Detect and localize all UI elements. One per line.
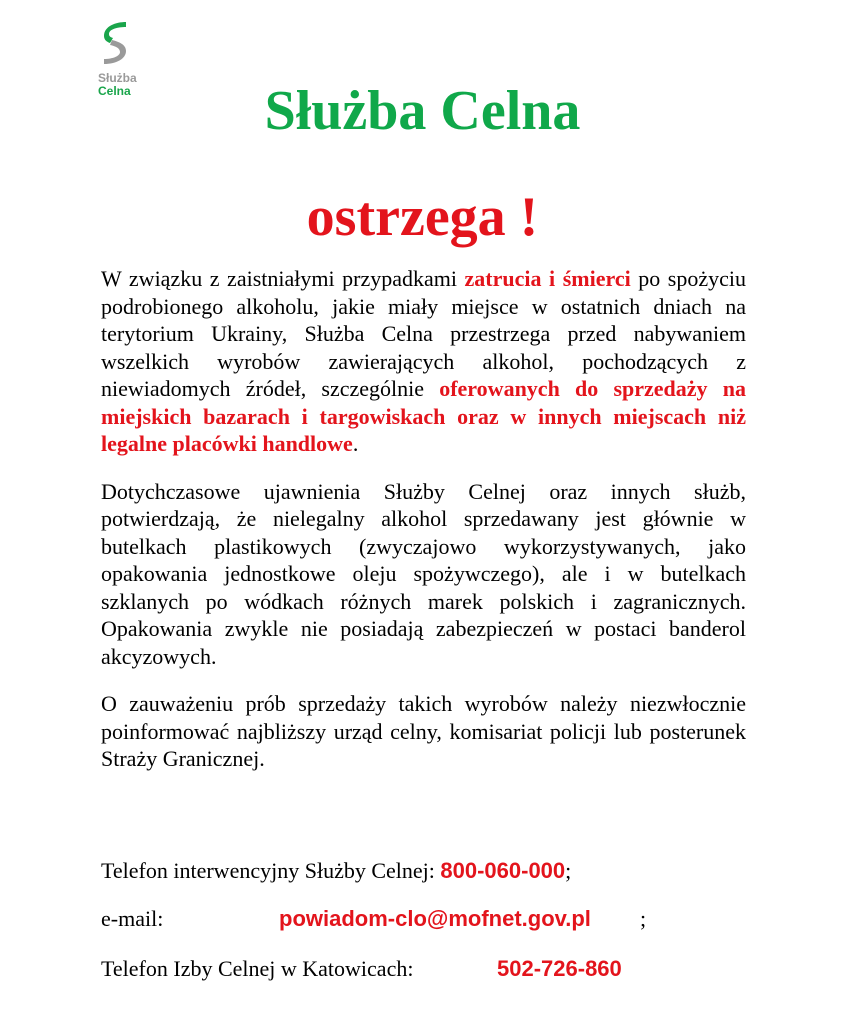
email-separator: ; bbox=[640, 906, 647, 931]
paragraph-report: O zauważeniu prób sprzedaży takich wyrobów należy niezwłocznie poinformować najbliższy urząd celny, komisariat policji lub posterunek Straży Granicznej. bbox=[101, 691, 746, 771]
hotline-number: 800-060-000 bbox=[440, 858, 566, 883]
hotline-separator: ; bbox=[565, 858, 572, 883]
contact-office bbox=[101, 955, 746, 982]
paragraph-warning-text-2: po spożyciu podrobionego alkoholu, jakie miały miejsce w ostatnich dniach na terytorium Ukrainy, Służba Celna przestrzega przed nabywaniem wszelkich wyrobów zawierających alkohol, pochodzących z niewiadomych źródeł, szczególnie bbox=[101, 266, 747, 401]
contact-email bbox=[101, 905, 746, 932]
paragraph-findings: Dotychczasowe ujawnienia Służby Celnej oraz innych służb, potwierdzają, że nielegalny alkohol sprzedawany jest głównie w butelkach plastikowych (zwyczajowo wykorzystywanych, jako opakowania jednostkowe oleju spożywczego), ale i w butelkach szklanych po wódkach różnych marek polskich i zagranicznych. Opakowania zwykle nie posiadają zabezpieczeń w postaci banderol akcyzowych. bbox=[101, 478, 746, 669]
email-address: powiadom-clo@mofnet.gov.pl bbox=[279, 906, 591, 931]
logo-line-sluzba: Służba bbox=[98, 71, 137, 85]
paragraph-warning-text-3: . bbox=[352, 431, 359, 456]
page-title: Służba Celna bbox=[264, 80, 581, 142]
paragraph-warning-text-1: W związku z zaistniałymi przypadkami bbox=[101, 266, 465, 291]
contact-hotline bbox=[101, 857, 746, 884]
highlight-markets: oferowanych do sprzedaży na miejskich bazarach i targowiskach oraz w innych miejscach niż legalne placówki handlowe bbox=[101, 376, 746, 456]
paragraph-warning bbox=[101, 265, 746, 458]
logo-line-celna: Celna bbox=[98, 84, 131, 98]
office-label: Telefon Izby Celnej w Katowicach: bbox=[101, 956, 414, 981]
page-subtitle: ostrzega ! bbox=[306, 186, 539, 248]
email-label: e-mail: bbox=[101, 906, 164, 931]
notice-body bbox=[101, 265, 747, 981]
customs-s-icon bbox=[98, 20, 132, 66]
highlight-poisoning: zatrucia i śmierci bbox=[464, 266, 631, 291]
office-number: 502-726-860 bbox=[497, 956, 622, 981]
hotline-label: Telefon interwencyjny Służby Celnej: bbox=[101, 858, 441, 883]
